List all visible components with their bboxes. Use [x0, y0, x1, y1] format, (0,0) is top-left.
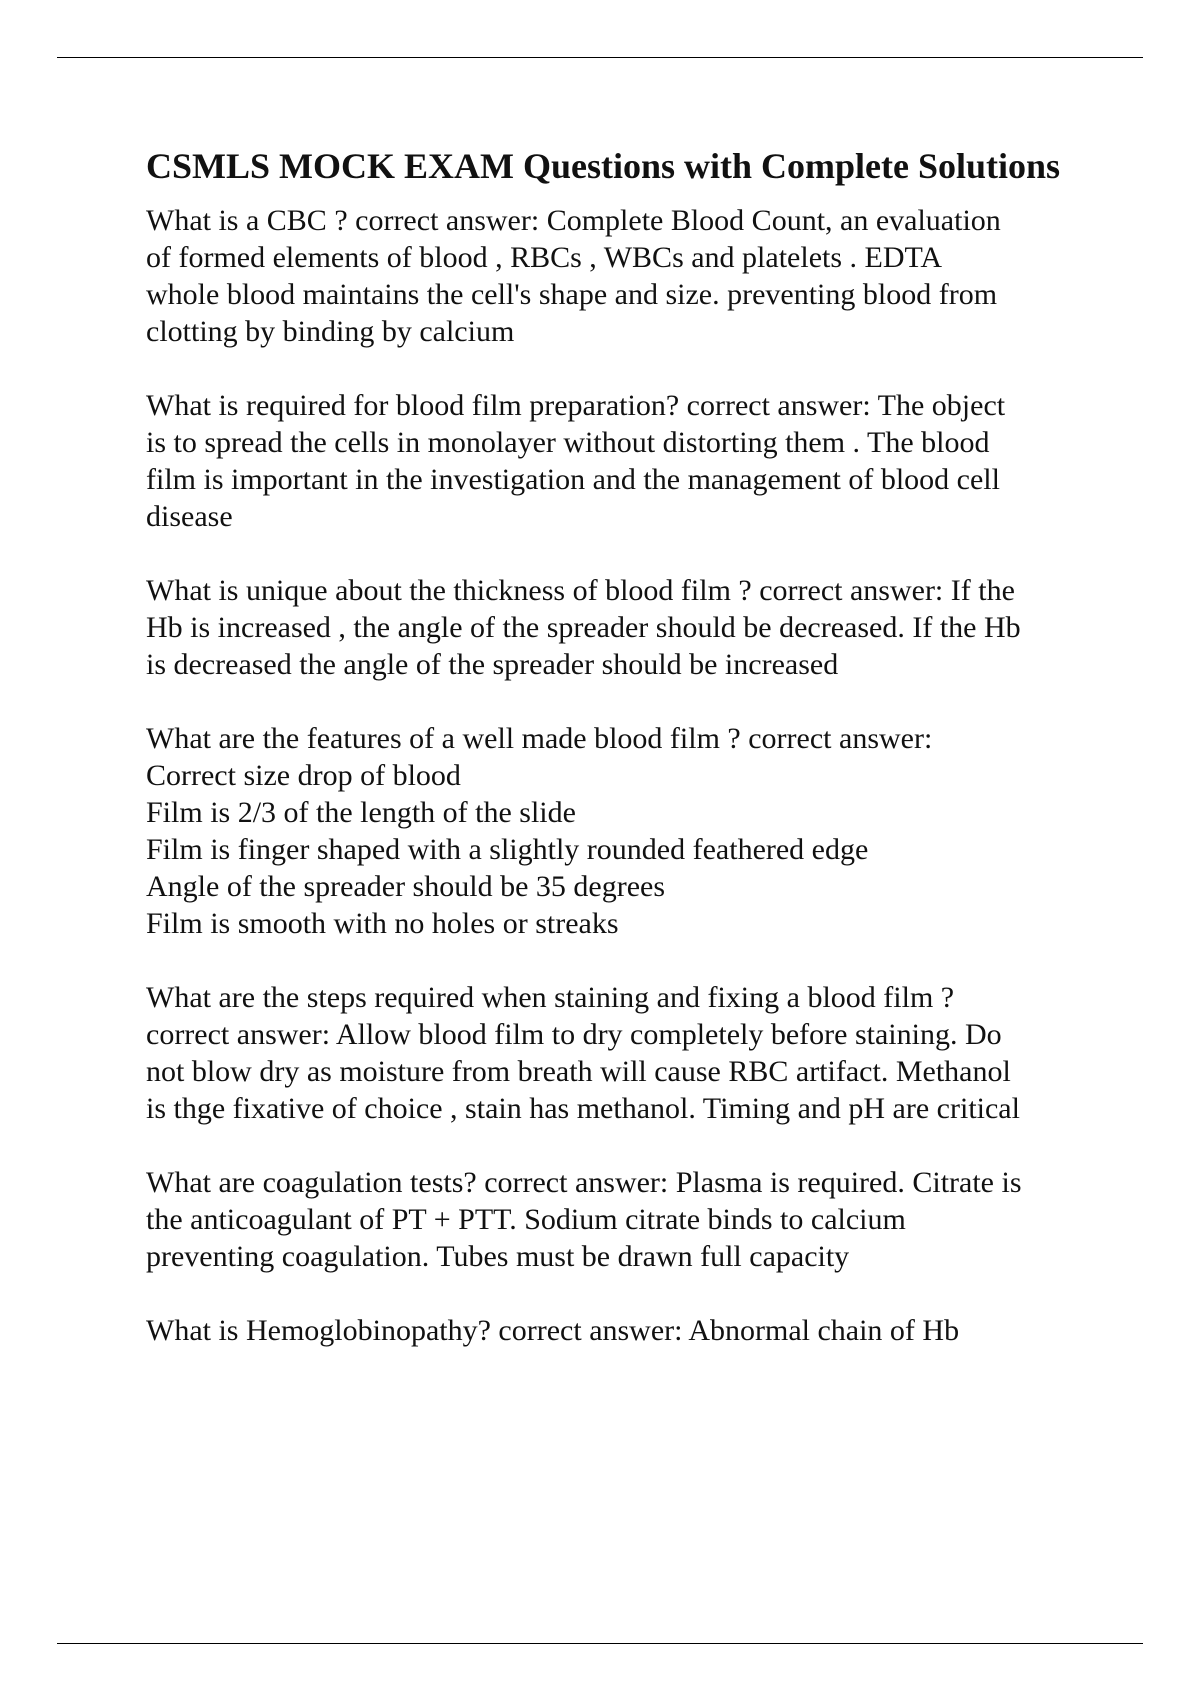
qa-line: disease [146, 500, 233, 533]
qa-line: Angle of the spreader should be 35 degrees [146, 870, 665, 903]
qa-line: Correct size drop of blood [146, 759, 461, 792]
qa-line: the anticoagulant of PT + PTT. Sodium citrate binds to calcium [146, 1203, 906, 1236]
qa-entry-blood-film-preparation [146, 387, 1096, 535]
qa-line: What are the features of a well made blood film ? correct answer: [146, 722, 933, 755]
qa-line: is thge fixative of choice , stain has methanol. Timing and pH are critical [146, 1092, 1020, 1125]
qa-line: Film is smooth with no holes or streaks [146, 907, 619, 940]
qa-line: film is important in the investigation and the management of blood cell [146, 463, 1000, 496]
qa-line: Film is finger shaped with a slightly rounded feathered edge [146, 833, 869, 866]
qa-entry-film-thickness [146, 572, 1096, 683]
qa-entry-cbc [146, 202, 1096, 350]
qa-line: What is a CBC ? correct answer: Complete Blood Count, an evaluation [146, 204, 1001, 237]
qa-entry-hemoglobinopathy [146, 1312, 1096, 1349]
qa-line: What are coagulation tests? correct answer: Plasma is required. Citrate is [146, 1166, 1022, 1199]
qa-line: whole blood maintains the cell's shape and size. preventing blood from [146, 278, 998, 311]
document-body [146, 142, 1096, 1386]
qa-entry-coagulation-tests [146, 1164, 1096, 1275]
qa-line: Film is 2/3 of the length of the slide [146, 796, 576, 829]
qa-line: is to spread the cells in monolayer without distorting them . The blood [146, 426, 990, 459]
qa-line: What is required for blood film preparation? correct answer: The object [146, 389, 1006, 422]
qa-line: What is Hemoglobinopathy? correct answer: Abnormal chain of Hb [146, 1314, 960, 1347]
qa-line: What is unique about the thickness of blood film ? correct answer: If the [146, 574, 1015, 607]
qa-line: What are the steps required when staining and fixing a blood film ? [146, 981, 955, 1014]
qa-line: preventing coagulation. Tubes must be drawn full capacity [146, 1240, 850, 1273]
qa-line: of formed elements of blood , RBCs , WBCs and platelets . EDTA [146, 241, 943, 274]
qa-line: is decreased the angle of the spreader should be increased [146, 648, 839, 681]
qa-line: not blow dry as moisture from breath will cause RBC artifact. Methanol [146, 1055, 1011, 1088]
document-title: CSMLS MOCK EXAM Questions with Complete Solutions [146, 146, 1061, 186]
top-divider [57, 57, 1143, 58]
qa-line: Hb is increased , the angle of the spreader should be decreased. If the Hb [146, 611, 1021, 644]
qa-line: correct answer: Allow blood film to dry completely before staining. Do [146, 1018, 1002, 1051]
bottom-divider [57, 1643, 1143, 1644]
qa-entry-staining-fixing [146, 979, 1096, 1127]
qa-line: clotting by binding by calcium [146, 315, 515, 348]
qa-entry-well-made-film [146, 720, 1096, 942]
